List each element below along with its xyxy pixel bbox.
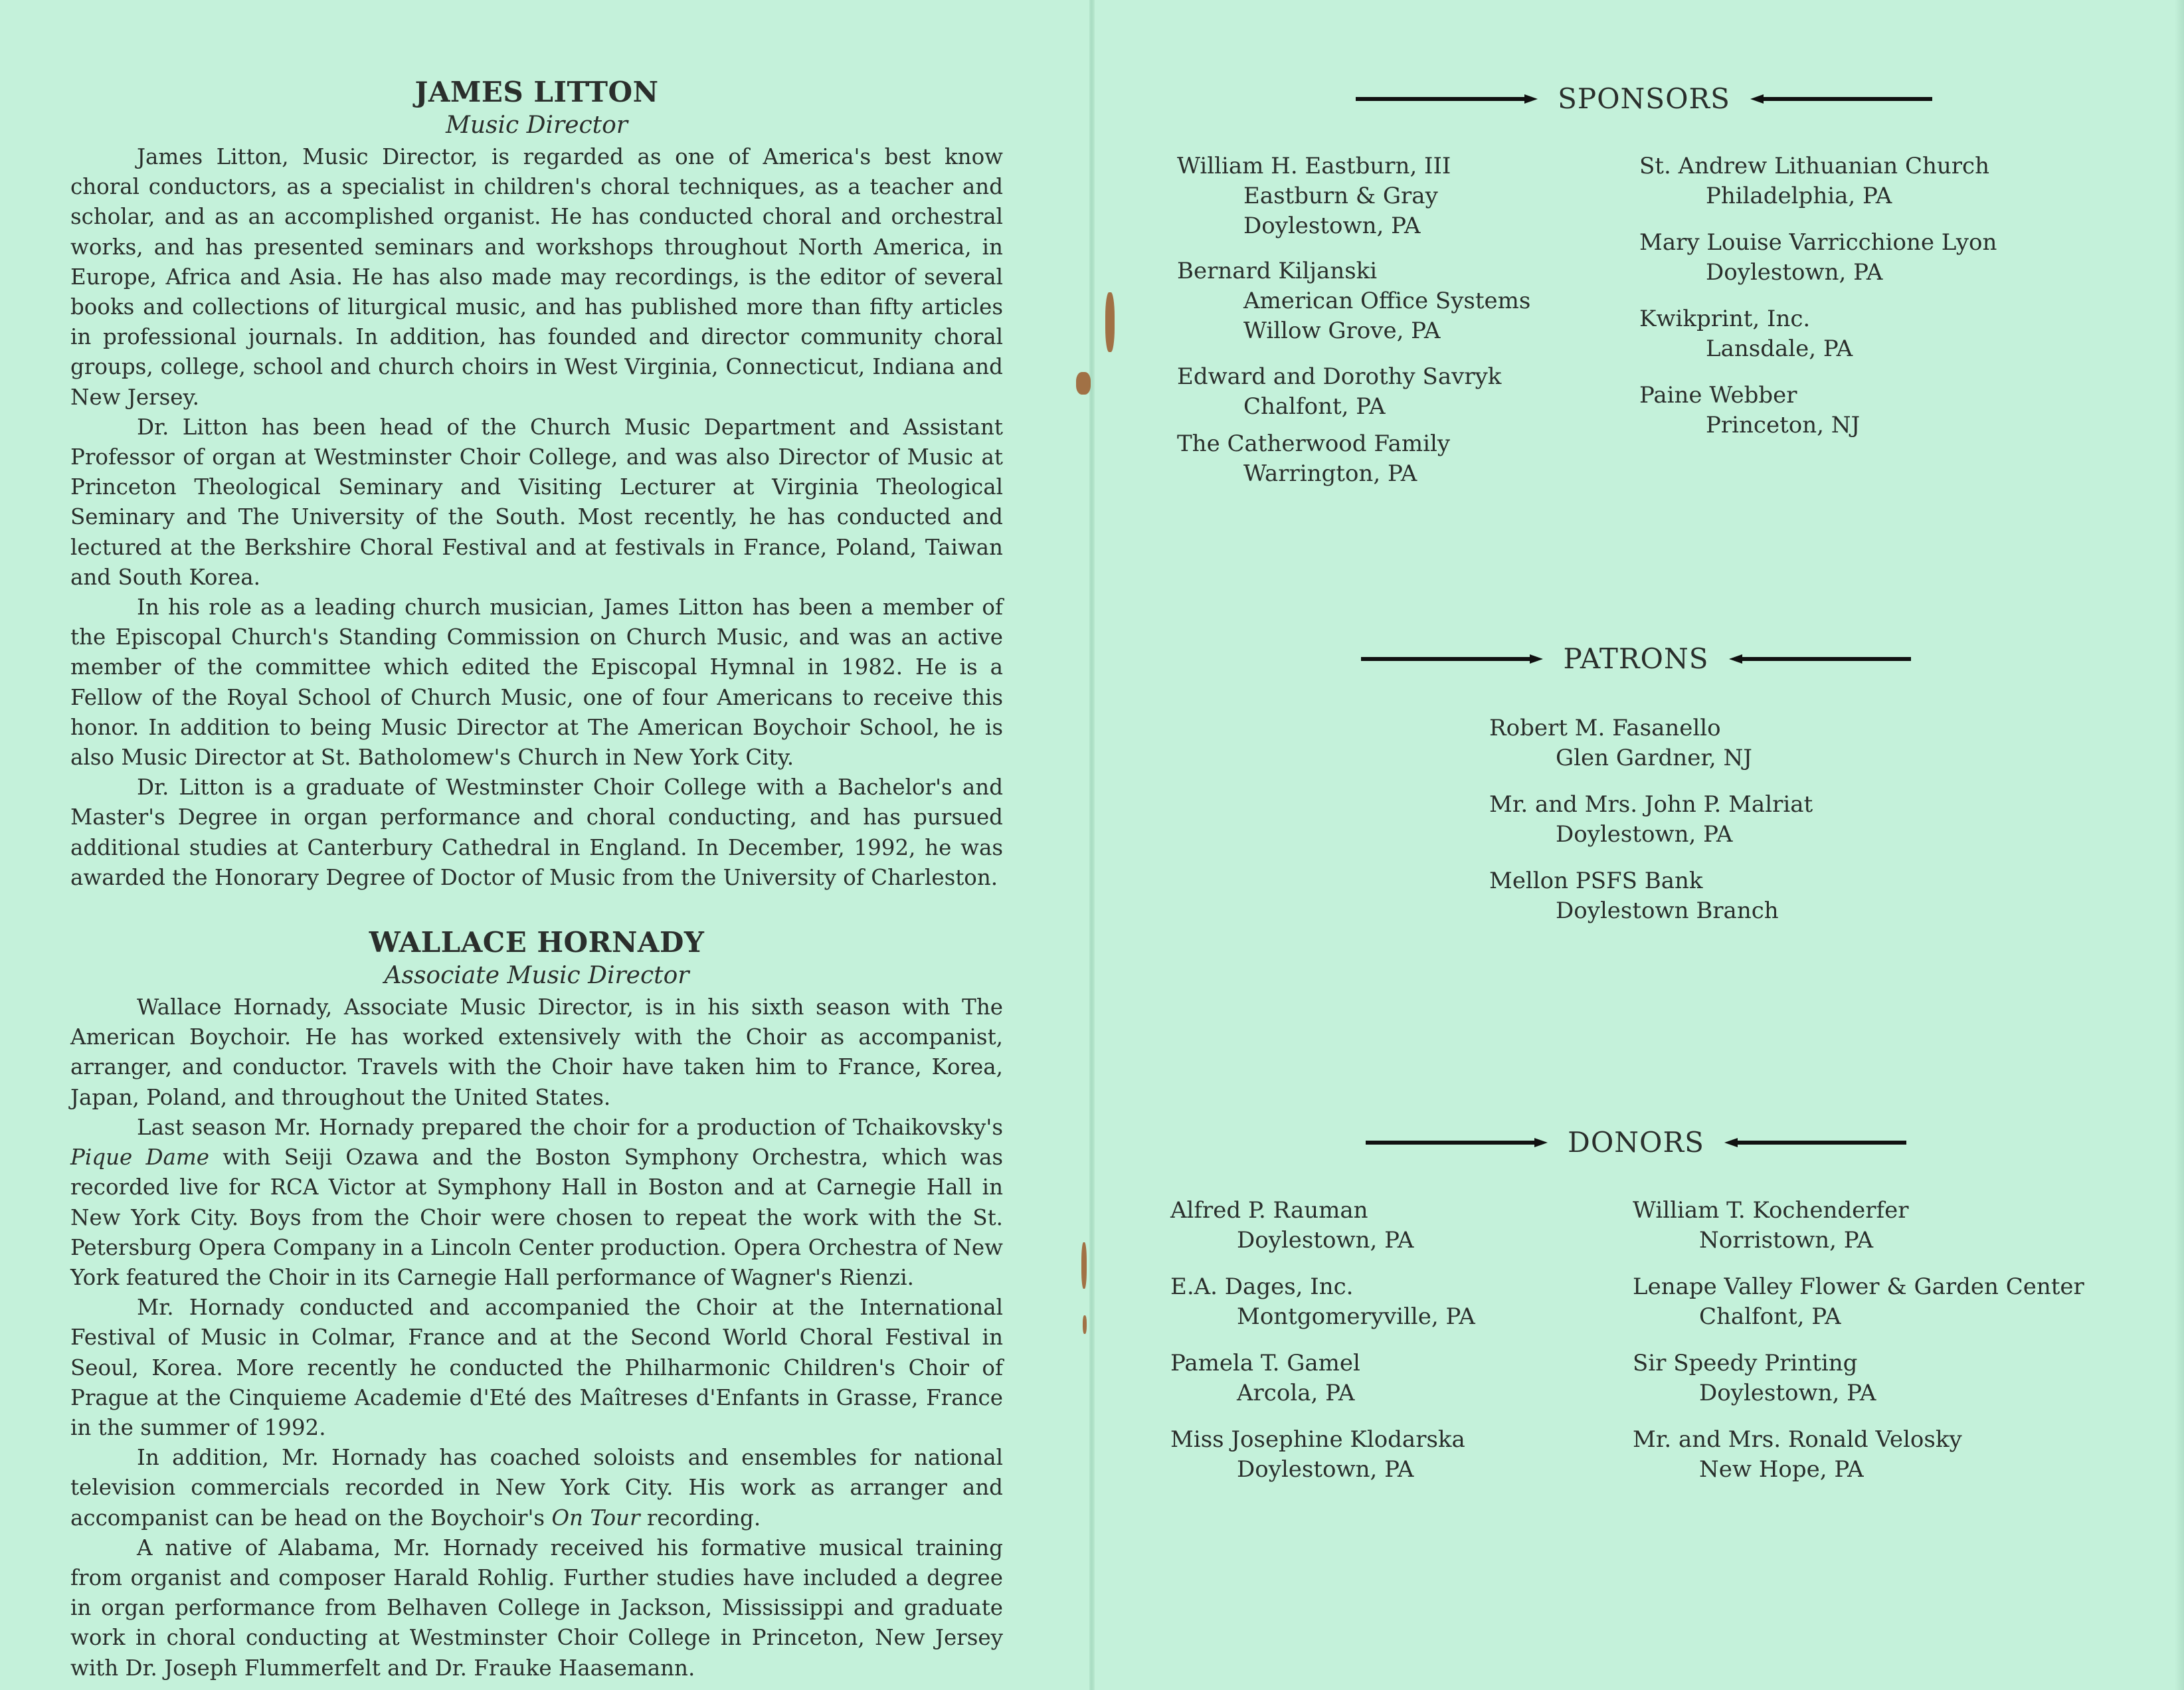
sponsor-entry [1177,362,1501,422]
entry-name: Kwikprint, Inc. [1639,306,1811,332]
donor-entry [1170,1425,1465,1485]
bio-text: with Seiji Ozawa and the Boston Symphony Orchestra, which was recorded live for RCA Victor at Symphony Hall in Boston and at Carnegie Hall in New York City. Boys from the Choir were chosen to repeat the work with the St. Petersburg Opera Company in a Lincoln Center production. Opera Orchestra of New York featured the Choir in its Carnegie Hall performance of Wagner's Rienzi. [70,1145,1003,1290]
arrow-rule-right [1760,97,1932,101]
arrow-rule-left [1361,657,1534,661]
donor-entry [1633,1272,2084,1332]
bio-paragraph: Wallace Hornady, Associate Music Director, is in his sixth season with The American Boychoir. He has worked extensively with the Choir as accompanist, arranger, and conductor. Travels with the Choir have taken him to France, Korea, Japan, Poland, and throughout the United States. [70,994,1003,1110]
entry-name: The Catherwood Family [1177,430,1451,457]
arrow-rule-left [1366,1141,1538,1145]
sponsor-entry [1177,151,1451,241]
arrow-rule-right [1734,1141,1906,1145]
bio-text: In addition, Mr. Hornady has coached soloists and ensembles for national television commercials recorded in New York City. His work as arranger and accompanist can be head on the Boychoir's [70,1445,1003,1531]
sponsor-entry [1639,381,1860,440]
entry-name: Sir Speedy Printing [1633,1350,1858,1376]
bio-paragraph [70,1443,1003,1533]
donor-entry [1633,1349,1876,1408]
stain-mark [1105,292,1115,352]
left-page-bios [70,74,1003,1683]
entry-name: St. Andrew Lithuanian Church [1639,153,1989,179]
patron-entry [1489,866,1779,926]
entry-location: Arcola, PA [1237,1380,1355,1406]
entry-name: Miss Josephine Klodarska [1170,1426,1465,1453]
entry-name: Alfred P. Rauman [1170,1197,1368,1224]
donor-entry [1170,1196,1413,1256]
sponsor-entry [1639,151,1989,211]
donors-title: DONORS [1568,1126,1704,1159]
stain-mark [1076,372,1091,395]
bio-text: Last season Mr. Hornady prepared the choir for a production of Tchaikovsky's [137,1114,1003,1140]
bio-paragraph: Mr. Hornady conducted and accompanied the Choir at the International Festival of Music in Colmar, France and at the Second World Choral Festival in Seoul, Korea. More recently he conducted the Philharmonic Children's Choir of Prague at the Cinquieme Academie d'Eté des Maîtreses d'Enfants in Grasse, France in the summer of 1992. [70,1295,1003,1440]
entry-name: Mr. and Mrs. Ronald Velosky [1633,1426,1962,1453]
bio-text: recording. [640,1505,761,1531]
patron-entry [1489,790,1813,850]
entry-detail: Eastburn & Gray [1243,183,1438,209]
donor-entry [1170,1349,1360,1408]
bio-paragraph: James Litton, Music Director, is regarded as one of America's best know choral conductors, as a specialist in children's choral techniques, as a teacher and scholar, and as an accomplished organist. He has conducted choral and orchestral works, and has presented seminars and workshops throughout North America, in Europe, Africa and Asia. He has also made may recordings, is the editor of several books and collections of liturgical music, and has published more than fifty articles in professional journals. In addition, has founded and director community choral groups, college, school and church choirs in West Virginia, Connecticut, Indiana and New Jersey. [70,144,1003,410]
patrons-header [1340,642,1932,675]
entry-location: Glen Gardner, NJ [1556,745,1752,771]
entry-name: E.A. Dages, Inc. [1170,1273,1354,1300]
entry-location: Doylestown, PA [1706,259,1883,286]
donor-entry [1170,1272,1475,1332]
entry-name: Paine Webber [1639,382,1797,409]
bio-italic-title: On Tour [551,1505,640,1531]
entry-location: Chalfont, PA [1699,1303,1841,1330]
entry-location: Princeton, NJ [1706,412,1861,438]
entry-name: Mary Louise Varricchione Lyon [1639,229,1997,256]
entry-name: Mellon PSFS Bank [1489,868,1703,894]
entry-location: Doylestown, PA [1237,1227,1414,1254]
entry-location: Willow Grove, PA [1243,318,1441,344]
sponsors-header [1348,82,1940,115]
entry-location: Warrington, PA [1243,460,1417,487]
patrons-title: PATRONS [1563,642,1709,675]
donors-header [1340,1126,1932,1159]
donor-entry [1633,1196,1908,1256]
stain-mark [1081,1242,1087,1289]
bio-italic-title: Pique Dame [70,1145,209,1171]
bio-paragraph: A native of Alabama, Mr. Hornady received his formative musical training from organist and composer Harald Rohlig. Further studies have included a degree in organ performance from Belhaven College in Jackson, Mississippi and graduate work in choral conducting at Westminster Choir College in Princeton, New Jersey with Dr. Joseph Flummerfelt and Dr. Frauke Haasemann. [70,1535,1003,1681]
sponsor-entry [1639,228,1997,288]
entry-name: Lenape Valley Flower & Garden Center [1633,1273,2084,1300]
bio-paragraph: Dr. Litton is a graduate of Westminster Choir College with a Bachelor's and Master's Degree in organ performance and choral conducting, and has pursued additional studies at Canterbury Cathedral in England. In December, 1992, he was awarded the Honorary Degree of Doctor of Music from the University of Charleston. [70,775,1003,890]
paper-edge [2175,0,2184,1690]
entry-location: Doylestown, PA [1699,1380,1876,1406]
entry-detail: American Office Systems [1243,288,1531,314]
sponsor-entry [1639,304,1853,364]
entry-location: Doylestown Branch [1556,897,1779,924]
sponsor-entry [1177,256,1530,346]
entry-location: Doylestown, PA [1243,213,1421,239]
entry-name: William T. Kochenderfer [1633,1197,1909,1224]
entry-name: William H. Eastburn, III [1177,153,1451,179]
patron-entry [1489,713,1752,773]
arrow-rule-right [1738,657,1911,661]
bio-role-hornady: Associate Music Director [384,962,689,990]
bio-name-hornady: WALLACE HORNADY [369,926,705,959]
entry-location: Lansdale, PA [1706,335,1853,362]
entry-name: Bernard Kiljanski [1177,258,1378,284]
entry-location: New Hope, PA [1699,1456,1864,1483]
bio-paragraph: In his role as a leading church musician, James Litton has been a member of the Episcopal Church's Standing Commission on Church Music, and was an active member of the committee which edited the Episcopal Hymnal in 1982. He is a Fellow of the Royal School of Church Music, one of four Americans to receive this honor. In addition to being Music Director at The American Boychoir School, he is also Music Director at St. Batholomew's Church in New York City. [70,595,1003,771]
donor-entry [1633,1425,1962,1485]
bio-paragraph [70,1113,1003,1293]
sponsors-title: SPONSORS [1558,82,1730,115]
entry-name: Pamela T. Gamel [1170,1350,1360,1376]
bio-paragraph: Dr. Litton has been head of the Church Music Department and Assistant Professor of organ at Westminster Choir College, and was also Director of Music at Princeton Theological Seminary and Visiting Lecturer at Virginia Theological Seminary and The University of the South. Most recently, he has conducted and lectured at the Berkshire Choral Festival and at festivals in France, Poland, Taiwan and South Korea. [70,414,1003,590]
bio-role-litton: Music Director [445,112,628,139]
bio-section-hornady [70,925,1003,1683]
entry-name: Mr. and Mrs. John P. Malriat [1489,791,1813,818]
entry-location: Montgomeryville, PA [1237,1303,1475,1330]
sponsor-entry [1177,429,1450,489]
page-fold [1089,0,1095,1690]
entry-name: Edward and Dorothy Savryk [1177,363,1502,390]
entry-location: Doylestown, PA [1556,821,1733,848]
entry-name: Robert M. Fasanello [1489,715,1721,741]
entry-location: Chalfont, PA [1243,393,1386,420]
entry-location: Norristown, PA [1699,1227,1874,1254]
stain-mark [1083,1315,1087,1334]
entry-location: Philadelphia, PA [1706,183,1892,209]
arrow-rule-left [1356,97,1528,101]
bio-name-litton: JAMES LITTON [414,76,659,108]
entry-location: Doylestown, PA [1237,1456,1414,1483]
